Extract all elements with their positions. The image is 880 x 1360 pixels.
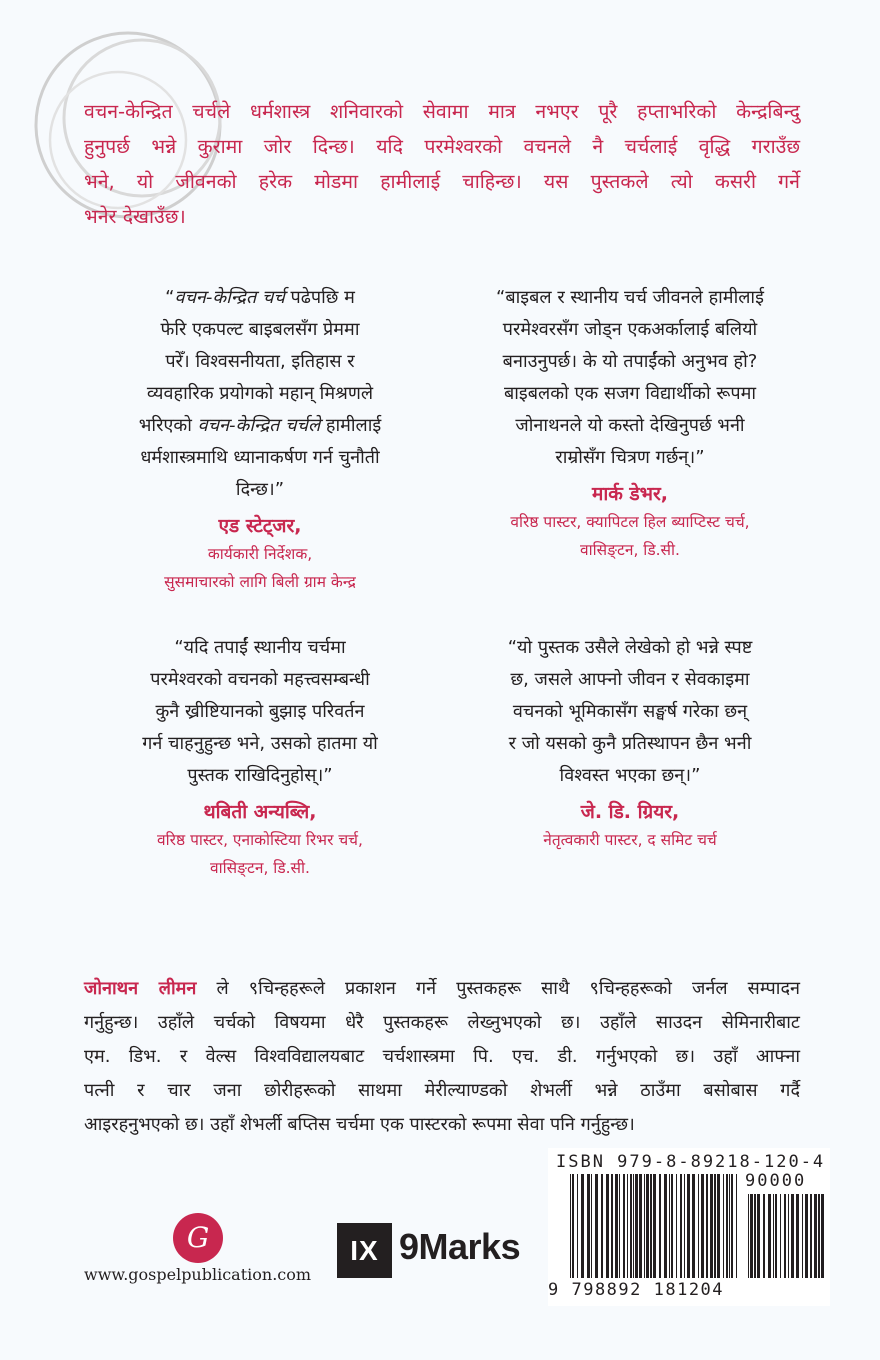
barcode-bar	[736, 1174, 737, 1278]
barcode-bar	[671, 1174, 673, 1278]
quote-line: वचनको भूमिकासँग सङ्घर्ष गरेका छन्	[512, 701, 748, 722]
endorsement-quote-1	[60, 282, 460, 596]
barcode-bar	[802, 1194, 803, 1278]
endorsement-quote-2	[430, 282, 830, 564]
quote-text: पढेपछि म	[284, 287, 355, 308]
author-role: नेतृत्वकारी पास्टर, द समिट चर्च	[543, 831, 717, 849]
barcode-bar	[791, 1194, 794, 1278]
bio-text: ले ९चिन्हहरूले प्रकाशन गर्ने पुस्तकहरू साथै ९चिन्हहरूको जर्नल सम्पादन	[196, 978, 800, 999]
quote-line: व्यवहारिक प्रयोगको महान् मिश्रणले	[146, 383, 374, 404]
quote-line: “यो पुस्तक उसैले लेखेको हो भन्ने स्पष्ट	[507, 637, 753, 658]
barcode-bar	[611, 1174, 613, 1278]
ean-digits: 9 798892 181204	[548, 1280, 725, 1300]
barcode-bar	[706, 1174, 708, 1278]
price-code: 90000	[745, 1171, 807, 1191]
barcode-bar	[726, 1174, 728, 1278]
barcode-bar	[821, 1194, 824, 1278]
publisher-website: www.gospelpublication.com	[84, 1265, 312, 1284]
barcode-bar	[784, 1194, 786, 1278]
author-role: वरिष्ठ पास्टर, क्यापिटल हिल ब्याप्टिस्ट चर्च,	[510, 513, 750, 531]
barcode-bar	[635, 1174, 638, 1278]
barcode-bar	[581, 1174, 584, 1278]
barcode-bar	[623, 1174, 625, 1278]
barcode-bar	[796, 1194, 799, 1278]
author-role: वासिङ्टन, डि.सी.	[580, 541, 680, 559]
quote-author: जे. डि. ग्रियर,	[580, 801, 680, 823]
barcode-bar	[723, 1174, 724, 1278]
barcode-bar	[754, 1194, 756, 1278]
barcode-bar	[619, 1174, 620, 1278]
barcode-bar	[701, 1174, 704, 1278]
barcode-bar	[763, 1194, 765, 1278]
quote-line: परेँ। विश्वसनीयता, इतिहास र	[165, 351, 355, 372]
barcode-bar	[606, 1174, 609, 1278]
quote-line: “बाइबल र स्थानीय चर्च जीवनले हामीलाई	[496, 287, 764, 308]
barcode-bar	[729, 1174, 730, 1278]
quote-line: राम्रोसँग चित्रण गर्छन्।”	[555, 447, 705, 468]
bio-line: पत्नी र चार जना छोरीहरूको साथमा मेरील्याण्डको शेभर्ली भन्ने ठाउँमा बसोबास गर्दै	[84, 1080, 800, 1101]
bio-line: आइरहनुभएको छ। उहाँ शेभर्ली बप्तिस चर्चमा एक पास्टरको रूपमा सेवा पनि गर्नुहुन्छ।	[84, 1114, 635, 1135]
quote-author: एड स्टेट्जर,	[218, 515, 302, 537]
endorsement-quote-4	[430, 632, 830, 854]
barcode-bar	[750, 1194, 753, 1278]
barcode-bar	[570, 1174, 571, 1278]
quote-line: फेरि एकपल्ट बाइबलसँग प्रेममा	[160, 319, 360, 340]
bio-author-name: जोनाथन लीमन	[84, 978, 197, 999]
barcode-bar	[630, 1174, 632, 1278]
barcode-bar	[818, 1194, 820, 1278]
quote-author: मार्क डेभर,	[591, 483, 668, 505]
barcode-bar	[814, 1194, 817, 1278]
barcode-bar	[627, 1174, 628, 1278]
barcode-bar	[788, 1194, 789, 1278]
barcode-bar	[577, 1174, 578, 1278]
quote-line: जोनाथनले यो कस्तो देखिनुपर्छ भनी	[515, 415, 745, 436]
bio-line: एम. डिभ. र वेल्स विश्वविद्यालयबाट चर्चशास्त्रमा पि. एच. डी. गर्नुभएको छ। उहाँ आफ्ना	[84, 1046, 800, 1067]
ix-logo-box: IX	[337, 1223, 392, 1278]
quote-line: पुस्तक राखिदिनुहोस्।”	[187, 765, 333, 786]
quote-author: थबिती अन्यब्लि,	[203, 801, 317, 823]
barcode-bar	[659, 1174, 661, 1278]
barcode-bar	[687, 1174, 690, 1278]
barcode-bar	[768, 1194, 771, 1278]
author-role: सुसमाचारको लागि बिली ग्राम केन्द्र	[164, 573, 356, 591]
barcode-bar	[572, 1174, 574, 1278]
quote-text: भरिएको	[138, 415, 198, 436]
logo-letter: G	[186, 1221, 210, 1254]
quote-line: परमेश्वरसँग जोड्न एकअर्कालाई बलियो	[502, 319, 758, 340]
quote-line: गर्न चाहनुहुन्छ भने, उसको हातमा यो	[142, 733, 378, 754]
author-role: वरिष्ठ पास्टर, एनाकोस्टिया रिभर चर्च,	[157, 831, 363, 849]
bio-line: गर्नुहुन्छ। उहाँले चर्चको विषयमा धेरै पुस्तकहरू लेख्नुभएको छ। उहाँले साउदन सेमिनारीबाट	[84, 1012, 800, 1033]
intro-paragraph	[84, 94, 800, 234]
intro-line: वचन-केन्द्रित चर्चले धर्मशास्त्र शनिवारको सेवामा मात्र नभएर पूरै हप्ताभरिको केन्द्रबिन्दु	[84, 100, 800, 123]
quote-line: “यदि तपाईं स्थानीय चर्चमा	[174, 637, 346, 658]
barcode-bar	[587, 1174, 590, 1278]
author-bio	[84, 972, 800, 1142]
barcode-bar	[669, 1174, 670, 1278]
intro-line: हुनुपर्छ भन्ने कुरामा जोर दिन्छ। यदि परमेश्वरको वचनले नै चर्चलाई वृद्धि गराउँछ	[84, 135, 800, 158]
isbn-number: ISBN 979-8-89218-120-4	[556, 1152, 826, 1172]
gospel-publication-logo-icon	[172, 1212, 224, 1264]
quote-line: छ, जसले आफ्नो जीवन र सेवकाइमा	[510, 669, 750, 690]
barcode-bar	[810, 1194, 812, 1278]
book-title-italic: वचन-केन्द्रित चर्च	[174, 287, 285, 308]
barcode-bar	[710, 1174, 713, 1278]
endorsement-quote-3	[60, 632, 460, 882]
quote-line: दिन्छ।”	[235, 479, 285, 500]
quote-line: धर्मशास्त्रमाथि ध्यानाकर्षण गर्न चुनौती	[140, 447, 380, 468]
quote-line: बनाउनुपर्छ। के यो तपाईंको अनुभव हो?	[502, 351, 758, 372]
isbn-barcode	[548, 1148, 830, 1306]
barcode-bar	[714, 1174, 716, 1278]
barcode-bar	[650, 1174, 652, 1278]
barcode-bar	[646, 1174, 649, 1278]
barcode-bar	[664, 1174, 667, 1278]
barcode-bar	[684, 1174, 685, 1278]
barcode-bar	[680, 1174, 682, 1278]
author-role: वासिङ्टन, डि.सी.	[210, 859, 310, 877]
barcode-bar	[591, 1174, 592, 1278]
barcode-bar	[692, 1174, 695, 1278]
barcode-bar	[615, 1174, 618, 1278]
barcode-bar	[601, 1174, 603, 1278]
book-title-italic: वचन-केन्द्रित चर्चले	[197, 415, 321, 436]
barcode-bar	[639, 1174, 642, 1278]
barcode-bar	[698, 1174, 699, 1278]
barcode-bar	[731, 1174, 733, 1278]
barcode-bar	[676, 1174, 677, 1278]
quote-line: परमेश्वरको वचनको महत्त्वसम्बन्धी	[150, 669, 370, 690]
barcode-bar	[644, 1174, 645, 1278]
barcode-bar	[595, 1174, 598, 1278]
barcode-bar	[748, 1194, 749, 1278]
barcode-bar	[653, 1174, 656, 1278]
brand-name: 9Marks	[399, 1226, 521, 1267]
barcode-bar	[780, 1194, 781, 1278]
barcode-bar	[633, 1174, 634, 1278]
quote-text: हामीलाई	[320, 415, 382, 436]
barcode-bar	[773, 1194, 774, 1278]
quote-line: कुनै ख्रीष्टियानको बुझाइ परिवर्तन	[155, 701, 365, 722]
quote-line: बाइबलको एक सजग विद्यार्थीको रूपमा	[503, 383, 757, 404]
quote-text: “	[165, 287, 175, 308]
barcode-bar	[717, 1174, 720, 1278]
intro-line: भनेर देखाउँछ।	[84, 205, 186, 228]
author-role: कार्यकारी निर्देशक,	[207, 545, 313, 563]
quote-line: विश्वस्त भएका छन्।”	[559, 765, 701, 786]
quote-line: र जो यसको कुनै प्रतिस्थापन छैन भनी	[508, 733, 752, 754]
intro-line: भने, यो जीवनको हरेक मोडमा हामीलाई चाहिन्छ। यस पुस्तकले त्यो कसरी गर्ने	[84, 170, 800, 193]
barcode-bar	[757, 1194, 760, 1278]
barcode-bar	[775, 1194, 777, 1278]
barcode-bar	[805, 1194, 808, 1278]
